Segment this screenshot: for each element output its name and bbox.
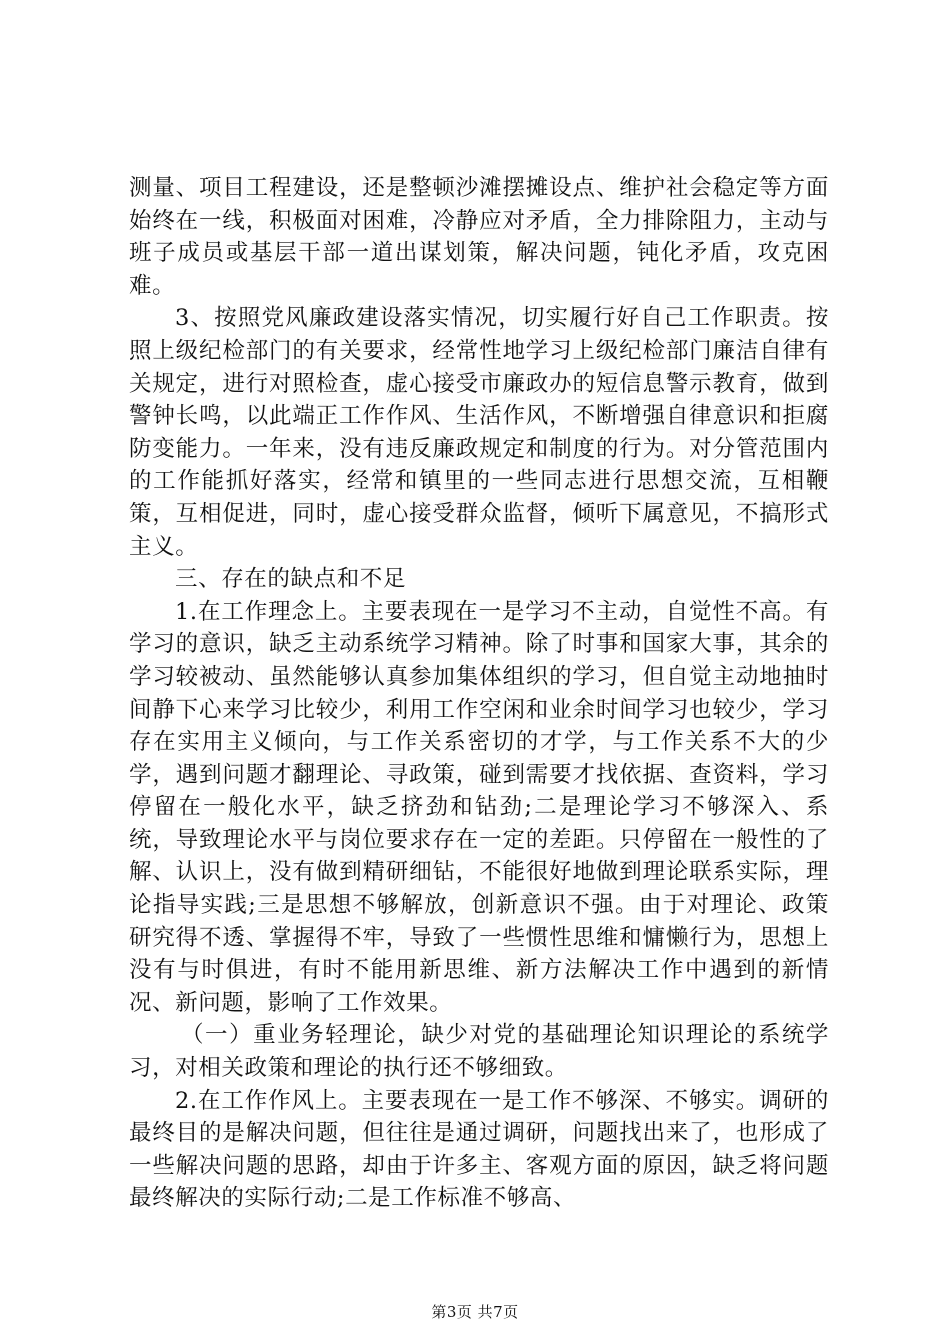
paragraph-theory-study: （一）重业务轻理论，缺少对党的基础理论知识理论的系统学习，对相关政策和理论的执行还不够细致。 bbox=[129, 1022, 829, 1082]
page-number-footer: 第3页 共7页 bbox=[431, 1303, 519, 1321]
paragraph-work-concept: 1.在工作理念上。主要表现在一是学习不主动，自觉性不高。有学习的意识，缺乏主动系统学习精神。除了时事和国家大事，其余的学习较被动、虽然能够认真参加集体组织的学习，但自觉主动地抽时间静下心来学习比较少，利用工作空闲和业余时间学习也较少，学习存在实用主义倾向，与工作关系密切的才学，与工作关系不大的少学，遇到问题才翻理论、寻政策，碰到需要才找依据、查资料，学习停留在一般化水平，缺乏挤劲和钻劲;二是理论学习不够深入、系统，导致理论水平与岗位要求存在一定的差距。只停留在一般性的了解、认识上，没有做到精研细钻，不能很好地做到理论联系实际，理论指导实践;三是思想不够解放，创新意识不强。由于对理论、政策研究得不透、掌握得不牢，导致了一些惯性思维和慵懒行为，思想上没有与时俱进，有时不能用新思维、新方法解决工作中遇到的新情况、新问题，影响了工作效果。 bbox=[129, 598, 829, 1016]
paragraph-continuation: 测量、项目工程建设，还是整顿沙滩摆摊设点、维护社会稳定等方面始终在一线，积极面对困难，冷静应对矛盾，全力排除阻力，主动与班子成员或基层干部一道出谋划策，解决问题，钝化矛盾，攻克困难。 bbox=[129, 175, 829, 299]
document-body bbox=[129, 172, 829, 1215]
paragraph-integrity-duty: 3、按照党风廉政建设落实情况，切实履行好自己工作职责。按照上级纪检部门的有关要求，经常性地学习上级纪检部门廉洁自律有关规定，进行对照检查，虚心接受市廉政办的短信息警示教育，做到警钟长鸣，以此端正工作作风、生活作风，不断增强自律意识和拒腐防变能力。一年来，没有违反廉政规定和制度的行为。对分管范围内的工作能抓好落实，经常和镇里的一些同志进行思想交流，互相鞭策，互相促进，同时，虚心接受群众监督，倾听下属意见，不搞形式主义。 bbox=[129, 305, 829, 560]
section-heading-shortcomings: 三、存在的缺点和不足 bbox=[175, 566, 407, 593]
paragraph-work-style: 2.在工作作风上。主要表现在一是工作不够深、不够实。调研的最终目的是解决问题，但往往是通过调研，问题找出来了，也形成了一些解决问题的思路，却由于许多主、客观方面的原因，缺乏将问题最终解决的实际行动;二是工作标准不够高、 bbox=[129, 1087, 829, 1212]
